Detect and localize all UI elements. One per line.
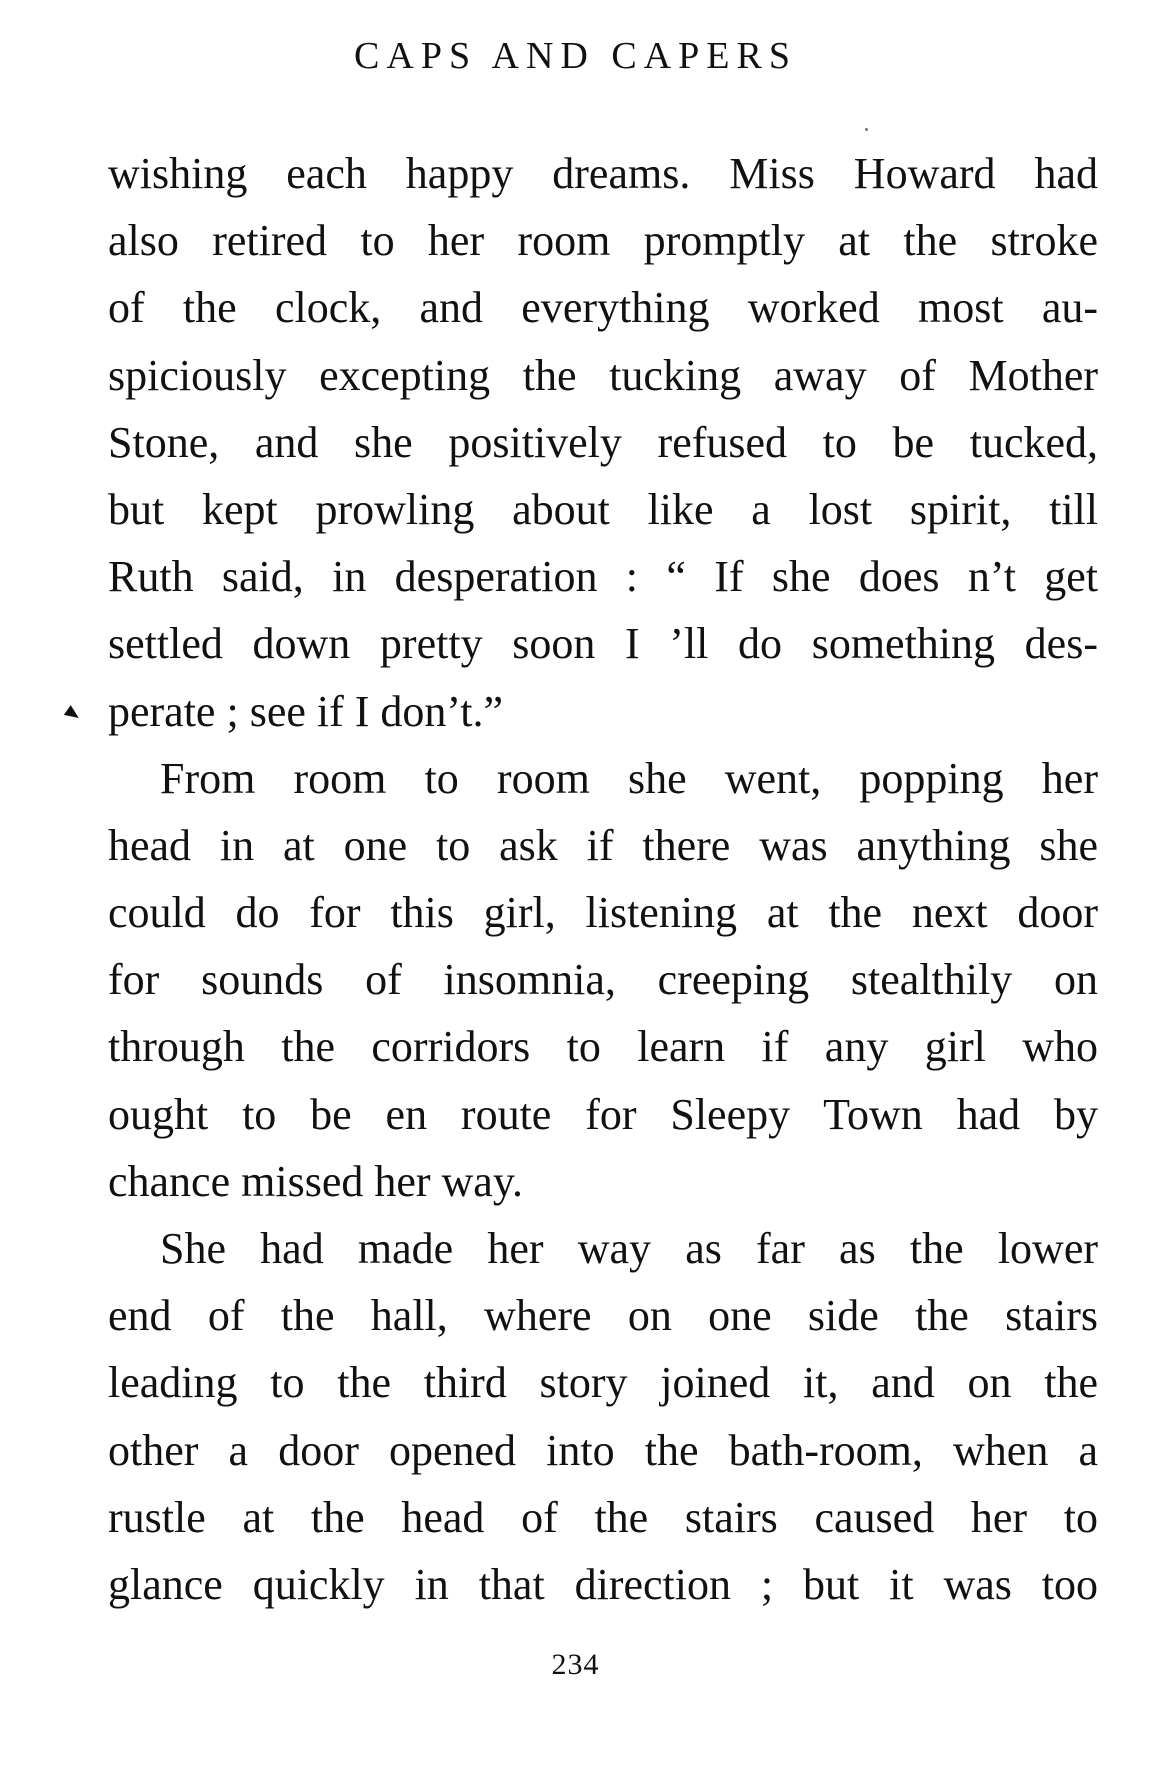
text-line: perate ; see if I don’t.” — [108, 686, 504, 736]
text-line: could do for this girl, listening at the next door — [108, 888, 1098, 938]
text-line: glance quickly in that direction ; but it was too — [108, 1559, 1098, 1609]
text-line: end of the hall, where on one side the stairs — [108, 1291, 1098, 1341]
text-line: also retired to her room promptly at the stroke — [108, 216, 1098, 266]
text-line: settled down pretty soon I ’ll do something des- — [108, 619, 1098, 669]
text-line: wishing each happy dreams. Miss Howard had — [108, 149, 1098, 198]
margin-mark-icon — [64, 705, 82, 723]
text-line: head in at one to ask if there was anything she — [108, 820, 1098, 870]
text-line: Stone, and she positively refused to be tucked, — [108, 417, 1098, 467]
text-line: other a door opened into the bath-room, when a — [108, 1425, 1098, 1475]
text-line: From room to room she went, popping her — [160, 753, 1098, 803]
text-line: ought to be en route for Sleepy Town had by — [108, 1089, 1098, 1139]
running-head: CAPS AND CAPERS — [354, 35, 797, 77]
body-text — [108, 140, 1098, 1618]
text-line: leading to the third story joined it, and on the — [108, 1358, 1098, 1408]
text-line: through the corridors to learn if any girl who — [108, 1022, 1098, 1072]
text-line: of the clock, and everything worked most au- — [108, 283, 1098, 333]
text-line: chance missed her way. — [108, 1156, 523, 1206]
text-line: She had made her way as far as the lower — [160, 1224, 1098, 1273]
text-line: for sounds of insomnia, creeping stealthily on — [108, 955, 1098, 1005]
text-line: Ruth said, in desperation : “ If she does n’t get — [108, 552, 1098, 602]
page-number: 234 — [551, 1648, 600, 1681]
ink-speck — [865, 128, 868, 131]
text-line: but kept prowling about like a lost spirit, till — [108, 484, 1098, 534]
text-line: spiciously excepting the tucking away of Mother — [108, 350, 1098, 400]
text-line: rustle at the head of the stairs caused her to — [108, 1492, 1098, 1542]
